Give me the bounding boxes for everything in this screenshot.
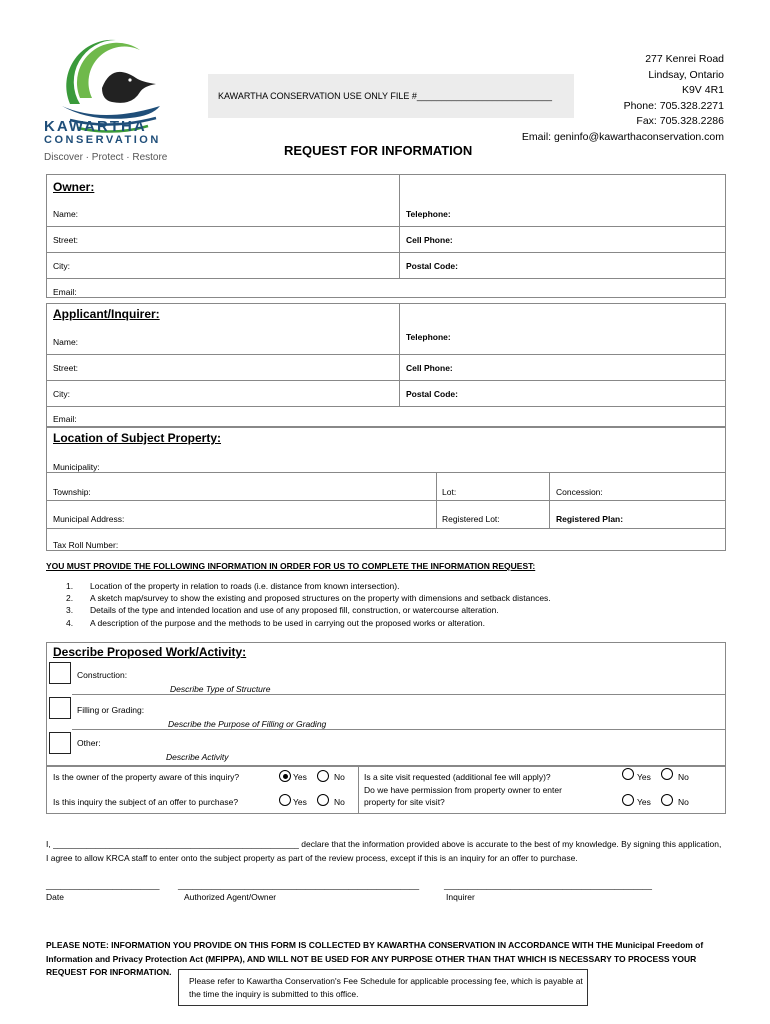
township-field[interactable]: Township: [53, 487, 91, 497]
address-line: 277 Kenrei Road [645, 53, 724, 65]
yes-label: Yes [637, 797, 651, 807]
inquirer-signature-line[interactable]: ____________________________________________ [444, 880, 653, 890]
filling-label: Filling or Grading: [77, 705, 145, 715]
no-label: No [678, 772, 689, 782]
construction-label: Construction: [77, 670, 128, 680]
list-item: 2. A sketch map/survey to show the existing and proposed structures on the property with dimensions and setback distances. [66, 593, 551, 604]
applicant-heading: Applicant/Inquirer: [53, 307, 160, 321]
divider [46, 252, 726, 253]
owner-cell-field[interactable]: Cell Phone: [406, 235, 453, 245]
owner-telephone-field[interactable]: Telephone: [406, 209, 451, 219]
owner-section [46, 174, 726, 298]
lot-field[interactable]: Lot: [442, 487, 457, 497]
question-permission-line1: Do we have permission from property owner to enter [364, 785, 562, 795]
registered-lot-field[interactable]: Registered Lot: [442, 514, 500, 524]
brand-subname: CONSERVATION [44, 134, 161, 146]
date-signature-line[interactable]: ________________________ [46, 880, 160, 890]
applicant-postal-field[interactable]: Postal Code: [406, 389, 458, 399]
divider [72, 694, 726, 695]
form-title: REQUEST FOR INFORMATION [284, 143, 473, 158]
yes-label: Yes [637, 772, 651, 782]
divider [46, 406, 726, 407]
municipality-field[interactable]: Municipality: [53, 462, 100, 472]
owner-city-field[interactable]: City: [53, 261, 70, 271]
divider [46, 278, 726, 279]
site-visit-yes-radio[interactable] [622, 768, 634, 780]
address-line: Phone: 705.328.2271 [623, 99, 724, 112]
list-item: 3. Details of the type and intended location and use of any proposed fill, construction, or watercourse alteration. [66, 605, 499, 616]
yes-label: Yes [293, 772, 307, 782]
offer-no-radio[interactable] [317, 794, 329, 806]
brand-tagline: Discover · Protect · Restore [44, 152, 168, 163]
office-use-only-box: KAWARTHA CONSERVATION USE ONLY FILE #___________________________ [208, 74, 574, 118]
agent-signature-line[interactable]: ___________________________________________________ [178, 880, 420, 890]
registered-plan-field[interactable]: Registered Plan: [556, 514, 624, 524]
municipal-address-field[interactable]: Municipal Address: [53, 514, 125, 524]
address-line: K9V 4R1 [681, 84, 724, 97]
question-owner-aware: Is the owner of the property aware of this inquiry? [53, 772, 240, 782]
no-label: No [334, 772, 345, 782]
yes-label: Yes [293, 797, 307, 807]
privacy-note: PLEASE NOTE: INFORMATION YOU PROVIDE ON THIS FORM IS COLLECTED BY KAWARTHA CONSERVATION IN ACCORDANCE WITH THE Municipal Freedom of Information and Privacy Protection Act (MFIPPA), AND WILL NOT BE USED FOR ANY PURPOSE OTHER THAN THAT WHICH IS NECESSARY TO PROCESS YOUR REQUEST FOR INFORMATION. [46, 940, 704, 977]
location-section [46, 427, 726, 551]
list-item: 4. A description of the purpose and the methods to be used in carrying out the proposed works or alteration. [66, 617, 486, 628]
divider [46, 472, 726, 473]
question-site-visit: Is a site visit requested (additional fee will apply)? [364, 772, 551, 782]
list-item: 1. Location of the property in relation to roads (i.e. distance from known intersection). [66, 581, 400, 591]
construction-checkbox[interactable] [49, 662, 71, 684]
filling-hint: Describe the Purpose of Filling or Grading [168, 719, 327, 729]
no-label: No [334, 797, 345, 807]
question-permission-line2: property for site visit? [364, 797, 445, 807]
contact-address [522, 52, 724, 146]
applicant-telephone-field[interactable]: Telephone: [406, 332, 451, 342]
divider [46, 380, 726, 381]
divider [399, 303, 400, 407]
no-label: No [678, 797, 689, 807]
kawartha-loon-logo [40, 28, 180, 168]
address-line: Lindsay, Ontario [648, 68, 724, 81]
declaration-text: I, ____________________________________________________ declare that the information provided above is accurate to the best of my knowledge. By signing this application, I agree to allow KRCA staff to enter onto the subject property as part of the review process, except if this is an inquiry for an offer to purchase. [46, 839, 722, 863]
owner-aware-no-radio[interactable] [317, 770, 329, 782]
offer-yes-radio[interactable] [279, 794, 291, 806]
other-checkbox[interactable] [49, 732, 71, 754]
construction-hint: Describe Type of Structure [170, 684, 271, 694]
divider [436, 472, 437, 528]
applicant-street-field[interactable]: Street: [53, 363, 79, 373]
owner-street-field[interactable]: Street: [53, 235, 79, 245]
owner-aware-yes-radio[interactable] [279, 770, 291, 782]
divider [46, 354, 726, 355]
permission-yes-radio[interactable] [622, 794, 634, 806]
owner-heading: Owner: [53, 180, 95, 194]
site-visit-no-radio[interactable] [661, 768, 673, 780]
owner-email-field[interactable]: Email: [53, 287, 77, 297]
concession-field[interactable]: Concession: [556, 487, 603, 497]
other-hint: Describe Activity [166, 752, 229, 762]
divider [46, 500, 726, 501]
question-offer-to-purchase: Is this inquiry the subject of an offer to purchase? [53, 797, 239, 807]
tax-roll-field[interactable]: Tax Roll Number: [53, 540, 119, 550]
date-label: Date [46, 892, 64, 902]
applicant-city-field[interactable]: City: [53, 389, 70, 399]
divider [358, 766, 359, 814]
inquirer-label: Inquirer [446, 892, 475, 902]
owner-postal-field[interactable]: Postal Code: [406, 261, 458, 271]
permission-no-radio[interactable] [661, 794, 673, 806]
work-section [46, 642, 726, 766]
divider [72, 729, 726, 730]
requirements-list [66, 580, 551, 629]
address-line: Email: geninfo@kawarthaconservation.com [521, 130, 724, 143]
requirements-heading: YOU MUST PROVIDE THE FOLLOWING INFORMATION IN ORDER FOR US TO COMPLETE THE INFORMATION REQUEST: [46, 561, 536, 571]
address-line: Fax: 705.328.2286 [636, 115, 724, 128]
agent-label: Authorized Agent/Owner [184, 892, 277, 902]
filling-checkbox[interactable] [49, 697, 71, 719]
applicant-cell-field[interactable]: Cell Phone: [406, 363, 453, 373]
divider [46, 226, 726, 227]
work-heading: Describe Proposed Work/Activity: [53, 645, 247, 659]
location-heading: Location of Subject Property: [53, 431, 222, 445]
fee-schedule-notice: Please refer to Kawartha Conservation's Fee Schedule for applicable processing fee, which is payable at the time the inquiry is submitted to this office. [178, 969, 588, 1006]
other-label: Other: [77, 738, 101, 748]
applicant-name-field[interactable]: Name: [53, 337, 79, 347]
applicant-section [46, 303, 726, 427]
divider [549, 472, 550, 528]
divider [46, 528, 726, 529]
owner-name-field[interactable]: Name: [53, 209, 79, 219]
brand-name: KAWARTHA [44, 118, 147, 135]
applicant-email-field[interactable]: Email: [53, 414, 77, 424]
